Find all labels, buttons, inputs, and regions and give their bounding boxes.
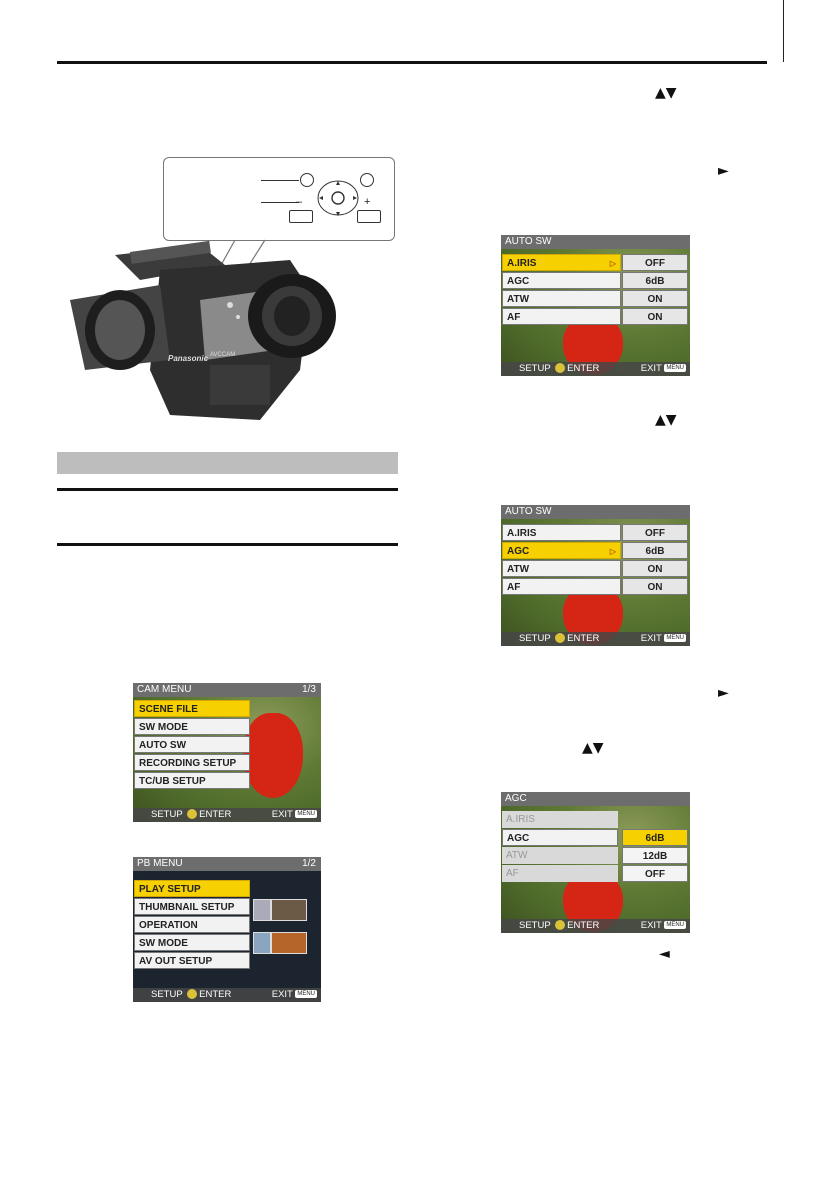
footer-enter-label: ENTER bbox=[567, 633, 600, 644]
auto-sw-screen-2 bbox=[501, 505, 690, 646]
joystick-icon[interactable] bbox=[316, 178, 360, 218]
setting-row-atw[interactable]: ATW bbox=[502, 560, 621, 577]
menu-badge: MENU bbox=[666, 635, 684, 642]
thumbnail-image bbox=[271, 932, 307, 954]
footer-setup-label: SETUP bbox=[519, 363, 551, 374]
setting-row-a-iris[interactable]: A.IRIS bbox=[502, 524, 621, 541]
top-crop-mark bbox=[783, 0, 784, 62]
menu-item-sw-mode[interactable]: SW MODE bbox=[134, 718, 250, 735]
setting-row-a-iris[interactable] bbox=[502, 254, 621, 271]
setting-row-a-iris: A.IRIS bbox=[502, 811, 618, 828]
setting-value: OFF bbox=[622, 254, 688, 271]
joystick-icon bbox=[187, 809, 197, 819]
footer-exit-label: EXIT bbox=[640, 920, 662, 931]
footer-setup-label: SETUP bbox=[151, 989, 183, 1000]
menu-button-circle[interactable] bbox=[300, 173, 314, 187]
plus-button[interactable] bbox=[357, 210, 381, 223]
section-header-bar bbox=[57, 452, 398, 474]
screen-footer bbox=[501, 632, 690, 646]
footer-setup-label: SETUP bbox=[519, 633, 551, 644]
setting-label: AGC bbox=[507, 546, 530, 557]
option-6db[interactable]: 6dB bbox=[622, 829, 688, 846]
menu-badge: MENU bbox=[297, 811, 315, 818]
menu-item-thumbnail-setup[interactable]: THUMBNAIL SETUP bbox=[134, 898, 250, 915]
setting-row-af[interactable]: AF bbox=[502, 578, 621, 595]
screen-footer bbox=[501, 919, 690, 933]
setting-value: ON bbox=[622, 308, 688, 325]
footer-enter-label: ENTER bbox=[199, 809, 232, 820]
setting-value: ON bbox=[622, 560, 688, 577]
setting-value: ON bbox=[622, 290, 688, 307]
setting-value: 6dB bbox=[622, 542, 688, 559]
right-pointer-icon: ▷ bbox=[609, 259, 616, 268]
option-off[interactable]: OFF bbox=[622, 865, 688, 882]
footer-exit-label: EXIT bbox=[271, 989, 293, 1000]
joystick-icon bbox=[555, 363, 565, 373]
camcorder-illustration bbox=[60, 230, 360, 430]
screen-footer bbox=[501, 362, 690, 376]
tulip-image bbox=[243, 713, 303, 798]
footer-exit-label: EXIT bbox=[640, 363, 662, 374]
screen-title: AGC bbox=[501, 792, 690, 806]
option-12db[interactable]: 12dB bbox=[622, 847, 688, 864]
right-pointer-icon: ▷ bbox=[609, 547, 616, 556]
note-rule-bottom bbox=[57, 543, 398, 546]
footer-exit-label: EXIT bbox=[640, 633, 662, 644]
setting-value: ON bbox=[622, 578, 688, 595]
page-indicator: 1/3 bbox=[302, 684, 316, 695]
footer-setup-label: SETUP bbox=[519, 920, 551, 931]
right-arrow-icon-2: ► bbox=[718, 685, 729, 701]
agc-screen bbox=[501, 792, 690, 933]
screen-footer bbox=[133, 808, 321, 822]
screen-footer bbox=[133, 988, 321, 1002]
menu-item-auto-sw[interactable]: AUTO SW bbox=[134, 736, 250, 753]
right-arrow-icon-1: ► bbox=[718, 163, 729, 179]
joystick-icon bbox=[555, 633, 565, 643]
minus-label: – bbox=[296, 196, 303, 208]
thumbnail-image bbox=[271, 899, 307, 921]
updown-arrow-icon-2: ▲▼ bbox=[655, 412, 677, 428]
pb-menu-screen bbox=[133, 857, 321, 1002]
thumbnail-image bbox=[253, 899, 271, 921]
menu-badge: MENU bbox=[297, 991, 315, 998]
menu-item-operation[interactable]: OPERATION bbox=[134, 916, 250, 933]
footer-setup-label: SETUP bbox=[151, 809, 183, 820]
setting-value: 6dB bbox=[622, 272, 688, 289]
menu-item-recording-setup[interactable]: RECORDING SETUP bbox=[134, 754, 250, 771]
button-callout bbox=[163, 157, 395, 241]
menu-badge: MENU bbox=[666, 922, 684, 929]
setting-row-agc: AGC bbox=[502, 829, 618, 846]
auto-sw-screen-1 bbox=[501, 235, 690, 376]
thumbnail-image bbox=[253, 932, 271, 954]
setting-row-af[interactable]: AF bbox=[502, 308, 621, 325]
screen-title: AUTO SW bbox=[501, 505, 690, 519]
menu-item-tc-ub-setup[interactable]: TC/UB SETUP bbox=[134, 772, 250, 789]
joystick-icon bbox=[187, 989, 197, 999]
secondary-button-circle[interactable] bbox=[360, 173, 374, 187]
updown-arrow-icon-1: ▲▼ bbox=[655, 85, 677, 101]
minus-button[interactable] bbox=[289, 210, 313, 223]
setting-label: A.IRIS bbox=[507, 258, 537, 269]
setting-value: OFF bbox=[622, 524, 688, 541]
screen-title: AUTO SW bbox=[501, 235, 690, 249]
page-indicator: 1/2 bbox=[302, 858, 316, 869]
updown-arrow-icon-3: ▲▼ bbox=[582, 740, 604, 756]
setting-row-agc[interactable] bbox=[502, 542, 621, 559]
screen-title: PB MENU 1/2 bbox=[133, 857, 321, 871]
menu-item-scene-file[interactable]: SCENE FILE bbox=[134, 700, 250, 717]
left-arrow-icon: ◄ bbox=[659, 946, 670, 962]
camera-model-label: AVCCAM bbox=[210, 352, 236, 358]
header-rule bbox=[57, 61, 767, 64]
joystick-icon bbox=[555, 920, 565, 930]
footer-enter-label: ENTER bbox=[567, 363, 600, 374]
menu-item-sw-mode[interactable]: SW MODE bbox=[134, 934, 250, 951]
leader-line-1 bbox=[261, 180, 299, 181]
setting-row-atw[interactable]: ATW bbox=[502, 290, 621, 307]
menu-badge: MENU bbox=[666, 365, 684, 372]
camera-brand-label: Panasonic bbox=[168, 354, 209, 363]
screen-title: CAM MENU 1/3 bbox=[133, 683, 321, 697]
note-rule-top bbox=[57, 488, 398, 491]
cam-menu-screen bbox=[133, 683, 321, 822]
plus-label: + bbox=[364, 196, 371, 208]
footer-exit-label: EXIT bbox=[271, 809, 293, 820]
footer-enter-label: ENTER bbox=[567, 920, 600, 931]
setting-row-af: AF bbox=[502, 865, 618, 882]
setting-row-agc[interactable]: AGC bbox=[502, 272, 621, 289]
menu-item-av-out-setup[interactable]: AV OUT SETUP bbox=[134, 952, 250, 969]
menu-item-play-setup[interactable]: PLAY SETUP bbox=[134, 880, 250, 897]
leader-line-2 bbox=[261, 202, 299, 203]
setting-row-atw: ATW bbox=[502, 847, 618, 864]
footer-enter-label: ENTER bbox=[199, 989, 232, 1000]
